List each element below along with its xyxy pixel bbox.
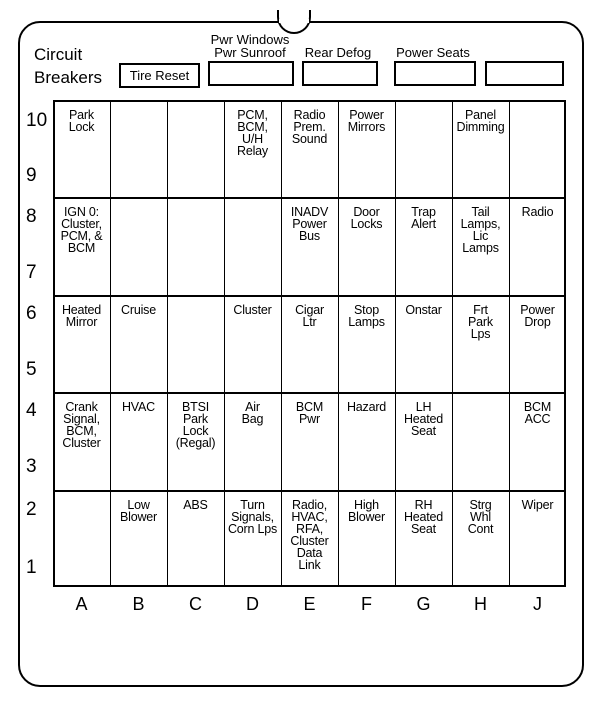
fuse-cell-f-band-1: Power Mirrors bbox=[347, 108, 386, 134]
fuse-cell-c-band-5: ABS bbox=[183, 498, 208, 512]
fuse-cell-e-band-4: BCM Pwr bbox=[295, 400, 324, 426]
spare-breaker bbox=[485, 61, 564, 86]
power-seats-label: Power Seats bbox=[396, 45, 470, 60]
tire-reset-breaker bbox=[119, 63, 200, 88]
fuse-cell-a-band-4: Crank Signal, BCM, Cluster bbox=[62, 400, 101, 450]
fuse-cell-j-band-3: Power Drop bbox=[520, 303, 555, 329]
fuse-cell-e-band-5: Radio, HVAC, RFA, Cluster Data Link bbox=[290, 498, 329, 572]
fuse-cell-j-band-2: Radio bbox=[521, 205, 554, 219]
fuse-cell-e-band-2: INADV Power Bus bbox=[290, 205, 329, 243]
fuse-cell-d-band-3: Cluster bbox=[233, 303, 272, 317]
column-label-j: J bbox=[533, 594, 542, 614]
column-label-d: D bbox=[246, 594, 259, 614]
fuse-cell-j-band-5: Wiper bbox=[521, 498, 554, 512]
fuse-cell-b-band-5: Low Blower bbox=[119, 498, 157, 524]
row-label-10: 10 bbox=[26, 110, 48, 131]
row-label-4: 4 bbox=[26, 400, 37, 421]
title-line-1: Circuit bbox=[34, 45, 83, 64]
row-label-1: 1 bbox=[26, 557, 37, 578]
fuse-cell-a-band-2: IGN 0: Cluster, PCM, & BCM bbox=[60, 205, 103, 255]
fuse-cell-d-band-4: Air Bag bbox=[241, 400, 264, 426]
fuse-cell-b-band-3: Cruise bbox=[121, 303, 156, 317]
fuse-cell-f-band-3: Stop Lamps bbox=[348, 303, 385, 329]
title-line-2: Breakers bbox=[34, 68, 103, 87]
column-label-g: G bbox=[416, 594, 431, 614]
grid-row-divider bbox=[53, 490, 566, 492]
fuse-cell-e-band-3: Cigar Ltr bbox=[295, 303, 324, 329]
fuse-cell-h-band-2: Tail Lamps, Lic Lamps bbox=[460, 205, 501, 255]
pwr-windows-label: Pwr Windows bbox=[210, 32, 290, 47]
fuse-cell-e-band-1: Radio Prem. Sound bbox=[291, 108, 328, 146]
grid-column-divider bbox=[167, 100, 168, 587]
pwr-windows-sunroof-breaker bbox=[208, 61, 294, 86]
row-label-3: 3 bbox=[26, 456, 37, 477]
fuse-cell-g-band-2: Trap Alert bbox=[411, 205, 436, 231]
fuse-cell-f-band-4: Hazard bbox=[346, 400, 387, 414]
grid-row-divider bbox=[53, 392, 566, 394]
column-label-c: C bbox=[189, 594, 202, 614]
grid-row-divider bbox=[53, 197, 566, 199]
row-label-8: 8 bbox=[26, 206, 37, 227]
grid-row-divider bbox=[53, 295, 566, 297]
fuse-cell-b-band-4: HVAC bbox=[121, 400, 155, 414]
fuse-cell-h-band-1: Panel Dimming bbox=[456, 108, 505, 134]
rear-defog-breaker bbox=[302, 61, 378, 86]
row-label-9: 9 bbox=[26, 165, 37, 186]
fuse-cell-d-band-1: PCM, BCM, U/H Relay bbox=[237, 108, 268, 158]
fuse-cell-c-band-4: BTSI Park Lock (Regal) bbox=[175, 400, 216, 450]
fuse-cell-h-band-3: Frt Park Lps bbox=[468, 303, 493, 341]
rear-defog-label: Rear Defog bbox=[304, 45, 372, 60]
fuse-cell-a-band-3: Heated Mirror bbox=[61, 303, 102, 329]
fuse-cell-f-band-5: High Blower bbox=[347, 498, 385, 524]
fuse-cell-j-band-4: BCM ACC bbox=[523, 400, 552, 426]
column-label-b: B bbox=[132, 594, 145, 614]
fuse-cell-a-band-1: Park Lock bbox=[68, 108, 95, 134]
row-label-6: 6 bbox=[26, 303, 37, 324]
power-seats-breaker bbox=[394, 61, 476, 86]
fuse-cell-g-band-4: LH Heated Seat bbox=[403, 400, 444, 438]
row-label-2: 2 bbox=[26, 499, 37, 520]
column-label-a: A bbox=[75, 594, 88, 614]
column-label-f: F bbox=[361, 594, 372, 614]
column-label-h: H bbox=[474, 594, 487, 614]
row-label-5: 5 bbox=[26, 359, 37, 380]
fuse-cell-h-band-5: Strg Whl Cont bbox=[467, 498, 494, 536]
grid-column-divider bbox=[509, 100, 510, 587]
pwr-sunroof-label: Pwr Sunroof bbox=[214, 45, 286, 60]
column-label-e: E bbox=[303, 594, 316, 614]
fuse-cell-g-band-5: RH Heated Seat bbox=[403, 498, 444, 536]
tire-reset-label: Tire Reset bbox=[129, 68, 190, 83]
row-label-7: 7 bbox=[26, 262, 37, 283]
fuse-cell-d-band-5: Turn Signals, Corn Lps bbox=[227, 498, 278, 536]
fuse-cell-f-band-2: Door Locks bbox=[350, 205, 383, 231]
fuse-cell-g-band-3: Onstar bbox=[405, 303, 442, 317]
